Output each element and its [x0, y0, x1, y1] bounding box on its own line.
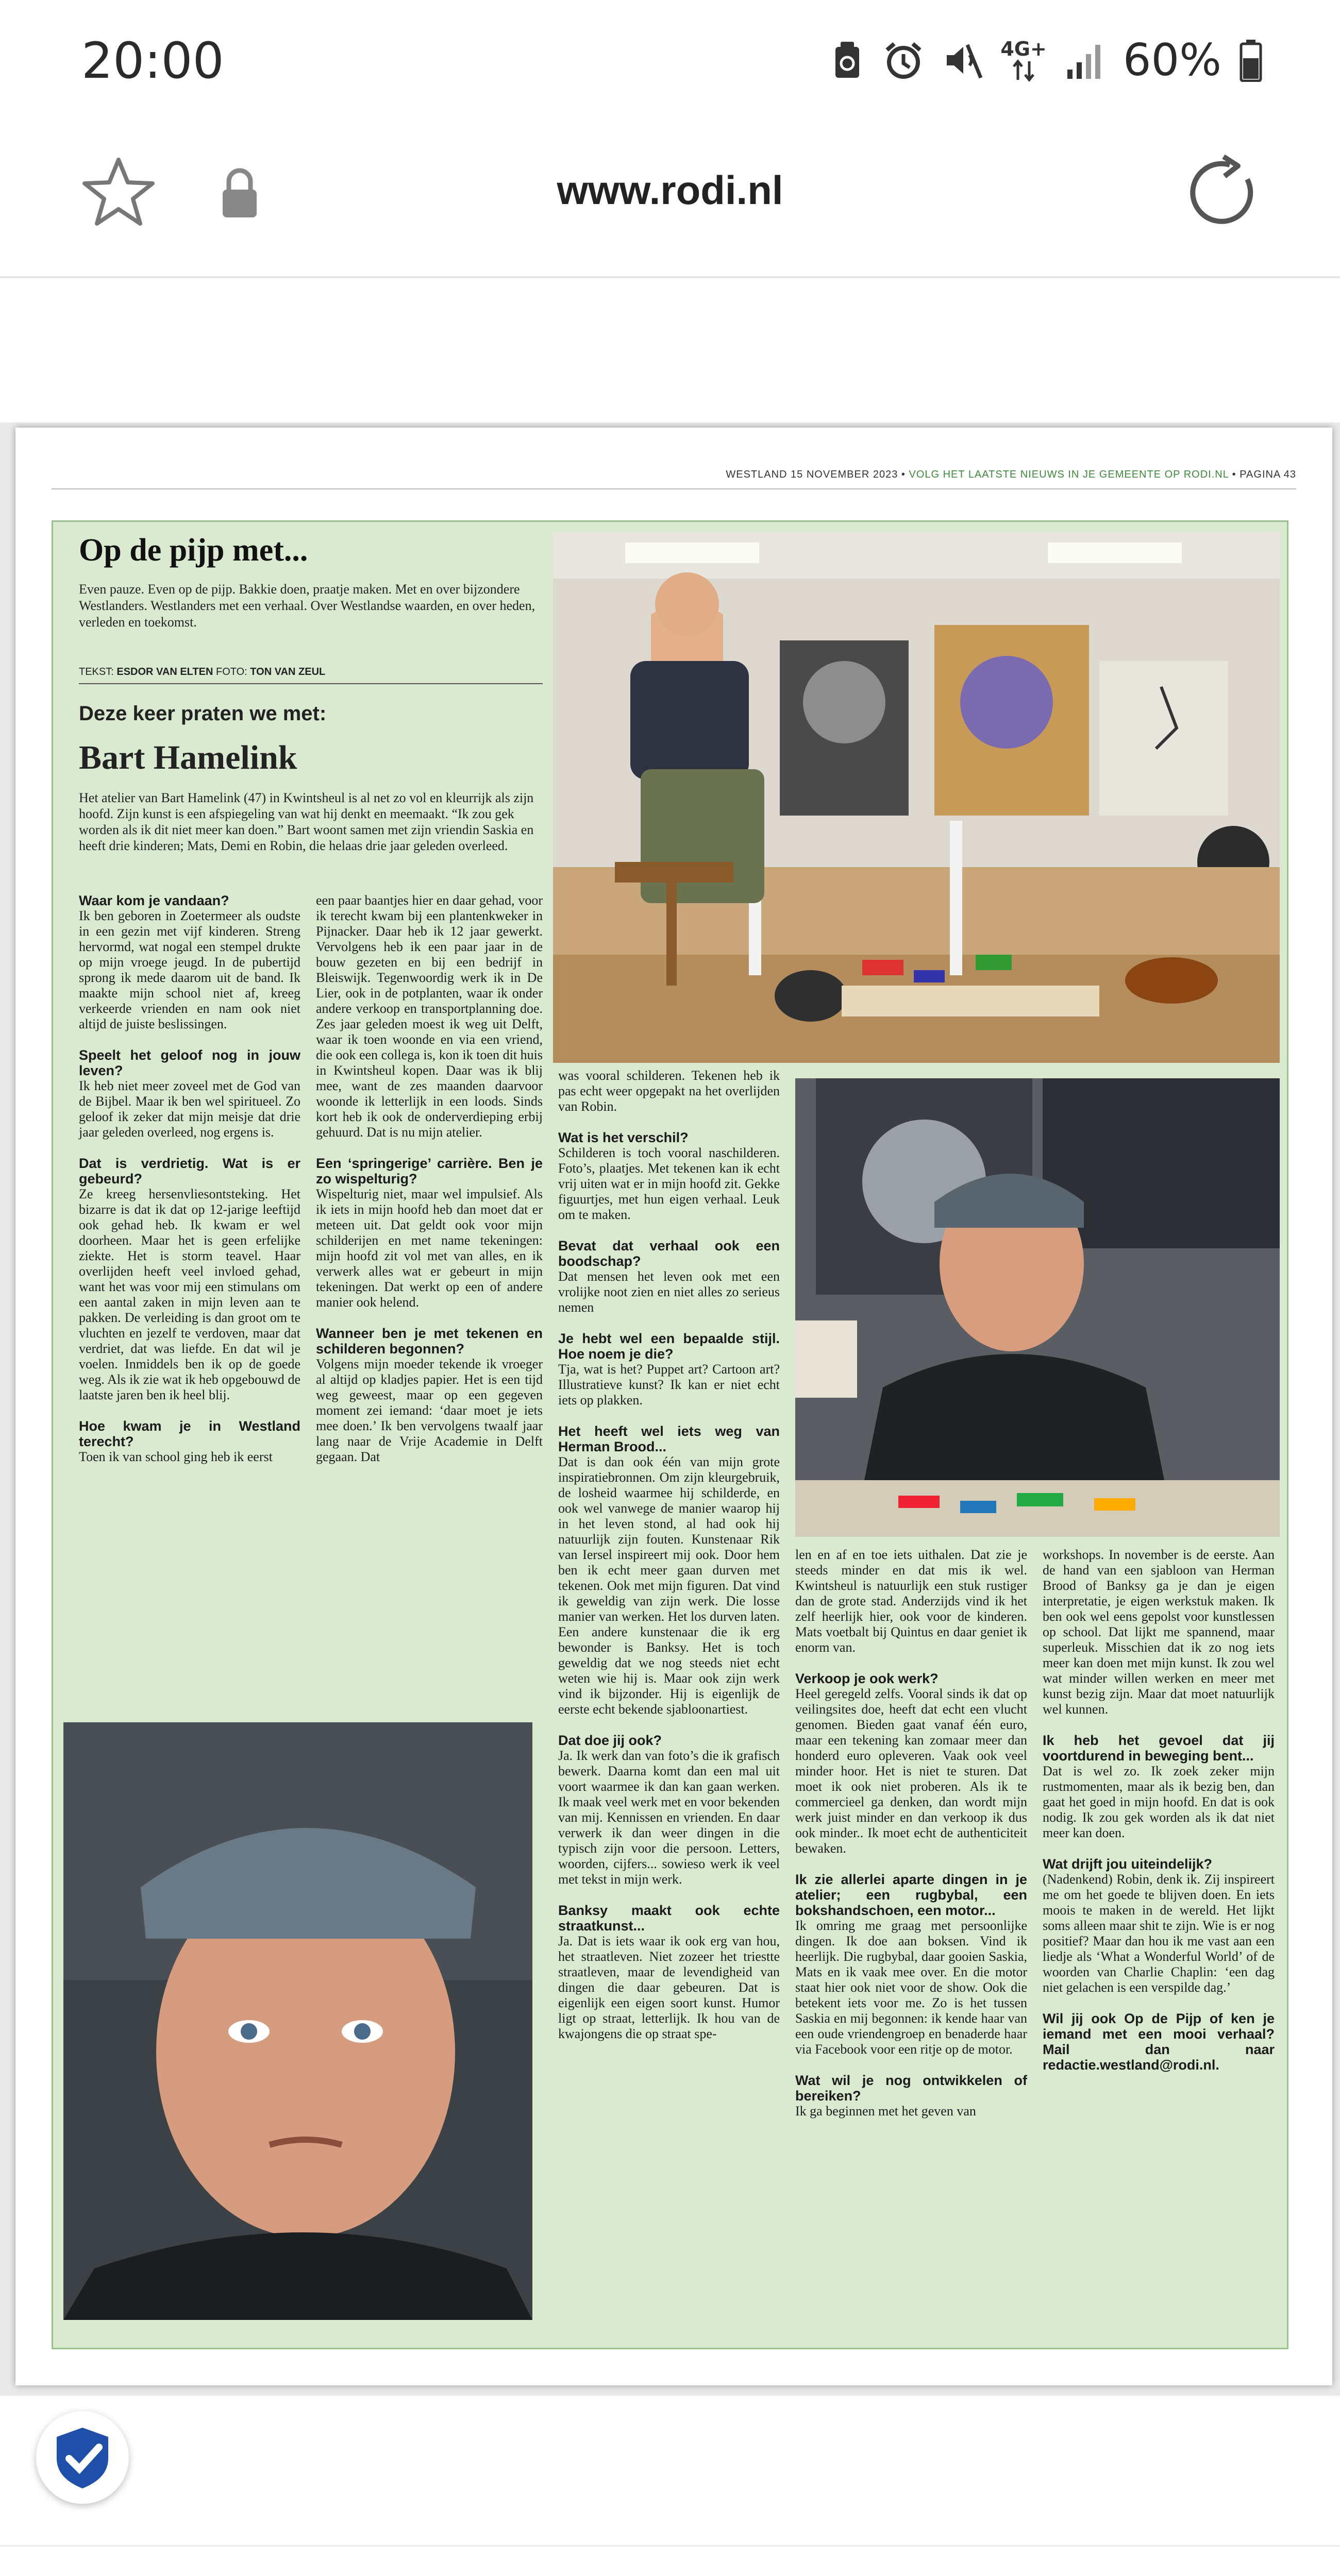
network-indicator: [1000, 39, 1046, 82]
shield-check-button[interactable]: [36, 2411, 129, 2504]
question-heading: Bevat dat verhaal ook een boodschap?: [558, 1238, 780, 1269]
answer-paragraph: Toen ik van school ging heb ik eerst: [79, 1449, 273, 1464]
article-column-1: [79, 893, 300, 1465]
photo-closeup: [63, 1722, 532, 2320]
question-heading: Ik heb het gevoel dat jij voortdurend in beweging bent...: [1043, 1733, 1275, 1764]
credit-label-text: TEKST:: [79, 666, 114, 677]
kicker-title: Op de pijp met...: [79, 533, 308, 568]
header-link: VOLG HET LAATSTE NIEUWS IN JE GEMEENTE OP RODI.NL: [909, 469, 1229, 480]
answer-paragraph: workshops. In november is de eerste. Aan de hand van een sjabloon van Herman Brood of Banksy ga je dan je eigen interpretatie, je eigen werkstuk maken. Ik ben ook wel eens gepolst voor kunstlessen op school. Dat lijkt me spannend, maar superleuk. Misschien dat ik zo nog iets meer kan doen met mijn kunst. Ik zou wel wat minder willen werken en meer met kunst bezig zijn. Maar dat moet natuurlijk wel kunnen.: [1043, 1547, 1275, 1717]
newspaper-viewer[interactable]: [0, 422, 1340, 2396]
battery-percent: 60%: [1123, 35, 1221, 86]
shield-check-icon: [36, 2411, 129, 2504]
mute-icon: [942, 40, 983, 81]
answer-paragraph: Tja, wat is het? Puppet art? Cartoon art? Illustratieve kunst? Ik kan er niet echt iets op plakken.: [558, 1362, 780, 1408]
photo-portrait-table: [795, 1078, 1280, 1537]
question-heading: Speelt het geloof nog in jouw leven?: [79, 1047, 300, 1078]
question-heading: Wanneer ben je met tekenen en schilderen begonnen?: [316, 1326, 543, 1357]
alarm-icon: [883, 40, 924, 81]
header-page: PAGINA 43: [1239, 469, 1296, 480]
question-heading: Dat doe jij ook?: [558, 1733, 662, 1748]
article-column-3: [558, 1068, 780, 2042]
credit-label-photo: FOTO:: [215, 666, 247, 677]
question-heading: Wat drijft jou uiteindelijk?: [1043, 1856, 1212, 1872]
answer-paragraph: Ja. Ik werk dan van foto’s die ik grafisch bewerk. Daarna komt dan een mal uit voort waarmee ik dan kan gaan werken. Ik maak veel werk met en voor bekenden van mij. Kennissen en vrienden. En daar verwerk ik dan weer dingen in die typisch zijn voor die persoon. Letters, woorden, cijfers... sowieso werk ik veel met tekst in mijn werk.: [558, 1748, 780, 1887]
answer-paragraph: was vooral schilderen. Tekenen heb ik pas echt weer opgepakt na het overlijden van Robin.: [558, 1068, 780, 1114]
interviewee-name: Bart Hamelink: [79, 739, 297, 776]
question-heading: Waar kom je vandaan?: [79, 893, 229, 908]
page-header: WESTLAND 15 NOVEMBER 2023 • VOLG HET LAATSTE NIEUWS IN JE GEMEENTE OP RODI.NL • PAGINA 43: [52, 469, 1296, 489]
article-column-2: [316, 893, 543, 1465]
question-heading: Hoe kwam je in Westland terecht?: [79, 1418, 300, 1449]
lead-paragraph: Het atelier van Bart Hamelink (47) in Kwintsheul is al net zo vol en kleurrijk als zijn hoofd. Zijn kunst is een afspiegeling van wat hij denkt en meemaakt. “Ik zou gek worden als ik dit niet meer kan doen.” Bart woont samen met zijn vriendin Saskia en heeft drie kinderen; Mats, Demi en Robin, die helaas drie jaar geleden overleed.: [79, 790, 534, 853]
answer-paragraph: Dat is wel zo. Ik zoek zeker mijn rustmomenten, maar als ik bezig ben, dan gaat het goed in mijn hoofd. En dat is ook nodig. Ik zou gek worden als ik dat niet meer kan doen.: [1043, 1764, 1275, 1840]
credit-photo-author: TON VAN ZEUL: [250, 666, 326, 677]
credit-line: [79, 666, 543, 684]
subhead: Deze keer praten we met:: [79, 702, 327, 725]
question-heading: Een ‘springerige’ carrière. Ben je zo wispelturig?: [316, 1156, 543, 1187]
reload-icon[interactable]: [1180, 149, 1268, 237]
answer-paragraph: Ja. Dat is iets waar ik ook erg van hou, het straatleven. Niet zozeer het triestte straatleven, maar de levendigheid van dingen die daar gebeuren. Dat is eigenlijk een eigen soort kunst. Humor ligt op straat, letterlijk. Ik hou van de kwajongens die op straat spe-: [558, 1934, 780, 2041]
answer-paragraph: Ik heb niet meer zoveel met de God van de Bijbel. Maar ik ben wel spiritueel. Zo geloof ik zeker dat mijn meisje dat drie jaar geleden overleed, nog ergens is.: [79, 1078, 300, 1140]
data-arrows-icon: [1011, 59, 1036, 82]
article-box: [52, 520, 1288, 2349]
question-heading: Ik zie allerlei aparte dingen in je atelier; een rugbybal, een bokshandschoen, een motor...: [795, 1872, 1027, 1918]
question-heading: Wil jij ook Op de Pijp of ken je iemand met een mooi verhaal? Mail dan naar redactie.westland@rodi.nl.: [1043, 2011, 1275, 2073]
question-heading: Verkoop je ook werk?: [795, 1671, 939, 1686]
url-bar: [0, 129, 1340, 278]
answer-paragraph: Dat mensen het leven ook met een vrolijke noot zien en niet alles zo serieus nemen: [558, 1269, 780, 1315]
answer-paragraph: Volgens mijn moeder tekende ik vroeger al altijd op kladjes papier. Het is een tijd weg geweest, maar op een gegeven moment zei iemand: ‘daar moet je iets mee doen.’ Ik ben vervolgens twaalf jaar lang naar de Vrije Academie in Delft gegaan. Dat: [316, 1357, 543, 1464]
header-edition: WESTLAND 15 NOVEMBER 2023: [726, 469, 898, 480]
answer-paragraph: Ik ga beginnen met het geven van: [795, 2104, 976, 2119]
answer-paragraph: Ze kreeg hersenvliesontsteking. Het bizarre is dat ik dat op 12-jarige leeftijd ook gehad heb. Ik kwam er wel doorheen. Maar het is geen erfelijke ziekte. Het is storm teavel. Haar overlijden heeft veel invloed gehad, want het was voor mij een stimulans om een aantal zaken in mijn leven aan te pakken. De verleiding is dan groot om te vluchten en jezelf te verdoven, maar dat verdriet, dat was liefde. En dat wil je voelen. Inmiddels ben ik op de goede weg. Als ik zie wat ik heb opgebouwd de laatste jaren ben ik heel blij.: [79, 1187, 300, 1402]
network-type: 4G+: [1000, 38, 1047, 60]
browser-toolbar: [0, 2545, 1340, 2576]
recycle-icon: [829, 40, 865, 81]
answer-paragraph: Heel geregeld zelfs. Vooral sinds ik dat op veilingsites doe, heeft dat echt een vlucht genomen. Bieden gaat vanaf één euro, maar een tekening kan zomaar meer dan honderd euro opleveren. Vaak ook veel minder hoor. Het is niet te sturen. Dat moet ik ook niet proberen. Als ik te commercieel ga denken, dan wordt mijn werk juist minder en dan verkoop ik dus ook minder.. Ik moet echt de authenticiteit bewaken.: [795, 1686, 1027, 1856]
question-heading: Wat is het verschil?: [558, 1130, 689, 1145]
kicker-intro: Even pauze. Even op de pijp. Bakkie doen, praatje maken. Met en over bijzondere Westlanders. Westlanders met een verhaal. Over Westlandse waarden, en over heden, verleden en toekomst.: [79, 582, 535, 630]
answer-paragraph: Dat is dan ook één van mijn grote inspiratiebronnen. Om zijn kleurgebruik, de losheid waarmee hij schilderde, en ook wel vanwege de manier waarop hij in het leven stond, al had ook hij natuurlijk zijn fouten. Kunstenaar Rik van Iersel inspireert mij ook. Door hem ben ik echt meer gaan durven met tekenen. Ook met mijn figuren. Dat vind ik geweldig van zijn werk. Die losse manier van werken. Het los durven laten. Een andere kunstenaar die ik erg bewonder is Banksy. Het is toch geweldig dat we nog steeds niet echt weten wie hij is. Maar ook zijn werk vind ik bijzonder. Hij is eigenlijk de eerste echt bekende sjabloonartiest.: [558, 1454, 780, 1717]
answer-paragraph: Wispelturig niet, maar wel impulsief. Als ik iets in mijn hoofd heb dan moet dat er meteen uit. Dat geldt ook voor mijn schilderijen en met name tekeningen: mijn hoofd zit vol met van alles, en ik verwerk alles wat er gebeurt in mijn tekeningen. Dat werkt op een of andere manier ook helend.: [316, 1187, 543, 1310]
question-heading: Het heeft wel iets weg van Herman Brood...: [558, 1423, 780, 1454]
question-heading: Banksy maakt ook echte straatkunst...: [558, 1903, 780, 1934]
signal-icon: [1064, 40, 1105, 81]
question-heading: Wat wil je nog ontwikkelen of bereiken?: [795, 2073, 1027, 2104]
answer-paragraph: (Nadenkend) Robin, denk ik. Zij inspireert me om het goede te blijven doen. En iets moois te maken in de wereld. Het lijkt soms alleen maar shit te zijn. Wie is er nog positief? Maar dan hou ik me vast aan een liedje als ‘What a Wonderful World’ of de woorden van Charlie Chaplin: ‘een dag niet gelachen is een verspilde dag.’: [1043, 1872, 1275, 1995]
status-bar: [0, 0, 1340, 129]
answer-paragraph: Ik ben geboren in Zoetermeer als oudste in een gezin met vijf kinderen. Streng hervormd, wat nogal een stempel drukte op mijn vroege jeugd. In de pubertijd sprong ik mede daarom uit de band. Ik maakte mijn school niet af, kreeg verkeerde vrienden en nam ook niet altijd de juiste beslissingen.: [79, 908, 300, 1031]
status-icons: [829, 32, 1263, 89]
status-time: 20:00: [81, 32, 224, 90]
photo-atelier: [553, 532, 1280, 1063]
newspaper-page: [15, 428, 1332, 2385]
question-heading: Je hebt wel een bepaalde stijl. Hoe noem je die?: [558, 1331, 780, 1362]
battery-icon: [1239, 39, 1263, 82]
answer-paragraph: een paar baantjes hier en daar gehad, voor ik terecht kwam bij een plantenkweker in Pijnacker. Daar heb ik 12 jaar gewerkt. Vervolgens heb ik een paar jaar in de bouw gezeten en bij een bedrijf in Bleiswijk. Tegenwoordig werk ik in De Lier, ook in de potplanten, waar ik onder andere verkoop en transportplanning doe. Zes jaar geleden moest ik weg uit Delft, waar ik toen woonde en via een vriend, die ook een collega is, kon ik toen dit huis in Kwintsheul kopen. Daar was ik blij mee, want de zes maanden daarvoor woonde ik letterlijk in een loods. Sinds kort heb ik ook de onderverdieping erbij gehuurd. Dat is nu mijn atelier.: [316, 893, 543, 1140]
answer-paragraph: Schilderen is toch vooral naschilderen. Foto’s, plaatjes. Met tekenen kan ik echt vrij uiten wat er in mijn hoofd zit. Gekke figuurtjes, met hun eigen verhaal. Leuk om te maken.: [558, 1145, 780, 1222]
question-heading: Dat is verdrietig. Wat is er gebeurd?: [79, 1156, 300, 1187]
url-text[interactable]: www.rodi.nl: [557, 167, 783, 213]
article-column-4: [795, 1547, 1027, 2119]
article-column-5: [1043, 1547, 1275, 2073]
credit-text-author: ESDOR VAN ELTEN: [116, 666, 213, 677]
answer-paragraph: len en af en toe iets uithalen. Dat zie je steeds minder en dat mis ik wel. Kwintsheul is natuurlijk een stuk rustiger dan de grote stad. Anderzijds vind ik het zelf heerlijk hier, ook voor de kinderen. Mats voetbalt bij Quintus en daar geniet ik enorm van.: [795, 1547, 1027, 1655]
answer-paragraph: Ik omring me graag met persoonlijke dingen. Ik doe aan boksen. Vind ik heerlijk. Die rugbybal, daar gooien Saskia, Mats en ik vaak mee over. En die motor staat hier ook niet voor de show. Ook die betekent iets voor me. Zo is het tussen Saskia en mij begonnen: ik kende haar van een oude vriendengroep en benaderde haar via Facebook voor een ritje op de motor.: [795, 1918, 1027, 2057]
